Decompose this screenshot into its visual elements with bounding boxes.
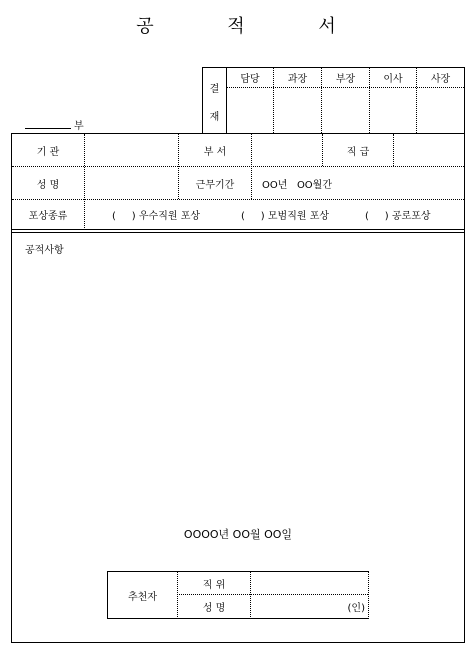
approval-label-bottom: 재 [209,111,220,123]
approval-col-department-head: 부장 [335,74,356,85]
name-field[interactable] [85,167,178,199]
rank-field[interactable] [394,134,464,166]
department-label: 부 서 [203,146,227,158]
recommender-name-label: 성 명 [202,603,226,614]
service-period-value[interactable]: OO년 OO월간 [262,179,333,191]
sign-cell-president[interactable] [417,88,464,133]
sign-cell-department-head[interactable] [322,88,369,133]
rank-label: 직 급 [346,146,370,158]
approval-col-president: 사장 [430,74,451,85]
merit-label: 공적사항 [25,245,64,256]
approval-col-staff: 담당 [240,74,260,85]
agency-field[interactable] [85,134,178,166]
sign-cell-section-chief[interactable] [274,88,321,133]
merit-date[interactable]: OOOO년 OO월 OO일 [183,528,293,541]
service-period-label: 근무기간 [195,179,235,191]
sign-cell-director[interactable] [370,88,416,133]
department-suffix: 부 [74,121,84,132]
merit-text-area[interactable] [20,258,458,518]
department-underline [25,128,71,129]
recommender-position-field[interactable] [251,572,368,594]
page-title: 공 적 서 [136,16,370,37]
approval-col-section-chief: 과장 [287,74,308,85]
approval-col-director: 이사 [383,74,403,85]
award-option-merit[interactable]: ( ) 공로포상 [365,211,431,222]
award-option-excellent[interactable]: ( ) 우수직원 포상 [112,211,201,222]
department-field[interactable] [252,134,322,166]
recommender-position-label: 직 위 [202,579,226,591]
name-label: 성 명 [36,179,60,191]
agency-label: 기 관 [36,146,60,158]
award-type-label: 포상종류 [28,211,68,222]
approval-label-top: 결 [209,83,220,95]
recommender-label: 추천자 [128,591,157,603]
award-option-exemplary[interactable]: ( ) 모범직원 포상 [241,211,330,222]
recommender-seal[interactable]: (인) [347,603,365,614]
sign-cell-staff[interactable] [227,88,273,133]
